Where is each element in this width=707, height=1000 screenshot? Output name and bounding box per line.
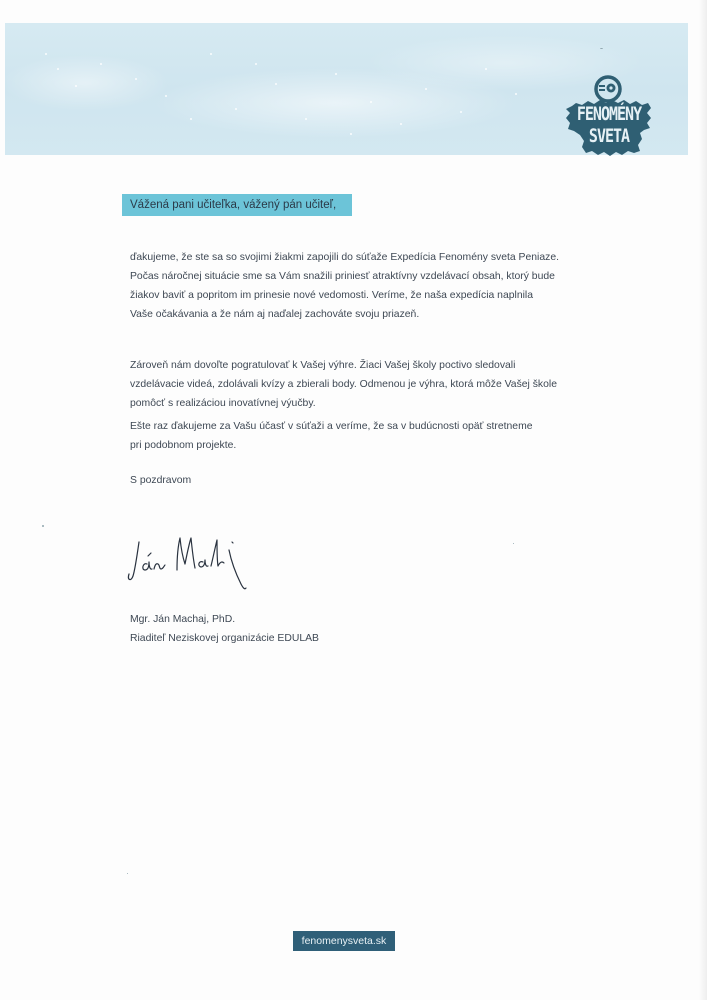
paragraph-congratulations (130, 356, 600, 413)
paragraph-line: Zároveň nám dovoľte pogratulovať k Vašej výhre. Žiaci Vašej školy poctivo sledovali (130, 360, 516, 371)
sparkle (75, 85, 77, 87)
scan-speck (513, 543, 514, 544)
sparkle (190, 118, 192, 120)
sparkle (370, 101, 372, 103)
sparkle (57, 68, 59, 70)
sparkle (335, 73, 337, 75)
closing-text: S pozdravom (130, 475, 192, 486)
sparkle (135, 78, 137, 80)
signer-title: Riaditeľ Neziskovej organizácie EDULAB (130, 633, 319, 644)
sparkle (400, 123, 402, 125)
paragraph-line: Vaše očakávania a že nám aj naďalej zachováte svoju priazeň. (130, 309, 420, 320)
sparkle (460, 111, 462, 113)
paragraph-thanks (130, 248, 600, 324)
paragraph-line: žiakov baviť a popritom im prinesie nové vedomosti. Veríme, že naša expedícia naplnila (130, 290, 533, 301)
scan-speck (600, 48, 603, 49)
paragraph-line: Ešte raz ďakujeme za Vašu účasť v súťaži a veríme, že sa v budúcnosti opäť stretneme (130, 421, 533, 432)
signature-graphic (125, 528, 275, 598)
sparkle (275, 83, 277, 85)
fenomeny-sveta-logo (558, 73, 658, 163)
sparkle (350, 133, 352, 135)
paragraph-line: ďakujeme, že ste sa so svojimi žiakmi zapojili do súťaže Expedícia Fenomény sveta Peniaze. (130, 252, 559, 263)
closing-greeting (130, 471, 600, 490)
sparkle (485, 68, 487, 70)
website-link[interactable]: fenomenysveta.sk (293, 931, 395, 951)
sparkle (235, 108, 237, 110)
paragraph-line: Počas náročnej situácie sme sa Vám snažili priniesť atraktívny vzdelávací obsah, ktorý bude (130, 271, 555, 282)
handwritten-signature (125, 528, 275, 598)
sparkle (515, 93, 517, 95)
signer-name: Mgr. Ján Machaj, PhD. (130, 614, 236, 625)
eye-circle-icon (599, 84, 616, 93)
sparkle (45, 53, 47, 55)
scan-speck (127, 873, 128, 874)
logo-text-line2: SVETA (588, 124, 630, 148)
paragraph-line: pomôcť s realizáciou inovatívnej výučby. (130, 398, 316, 409)
sparkle (165, 95, 167, 97)
logo-text-line1: FENOMÉNY (576, 102, 642, 126)
paragraph-line: pri podobnom projekte. (130, 440, 237, 451)
sparkle (255, 63, 257, 65)
sparkle (100, 63, 102, 65)
page-edge-shadow (699, 0, 707, 1000)
sparkle (210, 53, 212, 55)
sparkle (425, 88, 427, 90)
header-banner (5, 23, 688, 155)
paragraph-closing-thanks (130, 417, 600, 455)
scan-speck (42, 525, 44, 527)
salutation: Vážená pani učiteľka, vážený pán učiteľ, (122, 194, 352, 216)
sparkle (305, 118, 307, 120)
paragraph-line: vzdelávacie videá, zdolávali kvízy a zbierali body. Odmenou je výhra, ktorá môže Vašej škole (130, 379, 557, 390)
